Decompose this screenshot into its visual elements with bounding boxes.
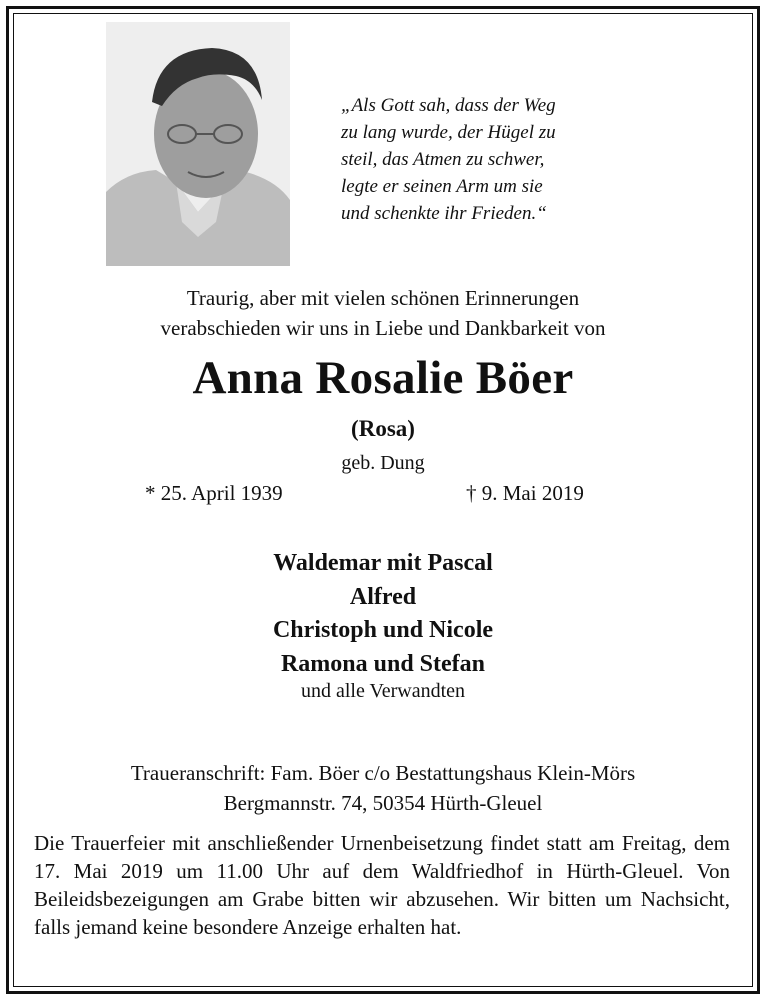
deceased-nickname: (Rosa) xyxy=(351,416,415,441)
portrait-image xyxy=(106,22,290,266)
mourning-address xyxy=(0,758,766,818)
intro-text xyxy=(0,283,766,343)
birth-date: * 25. April 1939 xyxy=(145,481,283,505)
intro-line-1: Traurig, aber mit vielen schönen Erinnerungen xyxy=(186,286,580,310)
deceased-name: Anna Rosalie Böer xyxy=(192,352,574,404)
address-line-1: Traueranschrift: Fam. Böer c/o Bestattungshaus Klein-Mörs xyxy=(130,761,636,785)
service-notice: Die Trauerfeier mit anschließender Urnenbeisetzung findet statt am Freitag, dem 17. Mai 2019 um 11.00 Uhr auf dem Waldfriedhof in Hürth-Gleuel. Von Beileidsbezeigungen am Grabe bitten wir abzusehen. Wir bitten um Nachsicht, falls jemand keine besondere Anzeige erhalten hat. xyxy=(34,831,730,939)
death-date: † 9. Mai 2019 xyxy=(466,481,584,505)
family-member: Christoph und Nicole xyxy=(272,617,494,643)
family-member: Ramona und Stefan xyxy=(280,650,486,677)
address-line-2: Bergmannstr. 74, 50354 Hürth-Gleuel xyxy=(223,791,543,815)
family-list xyxy=(0,547,766,681)
born-name: geb. Dung xyxy=(341,452,425,474)
family-member: Alfred xyxy=(349,583,417,610)
intro-line-2: verabschieden wir uns in Liebe und Dankbarkeit von xyxy=(160,316,606,340)
portrait-photo xyxy=(106,22,290,266)
family-member: Waldemar mit Pascal xyxy=(273,550,493,576)
relatives-text: und alle Verwandten xyxy=(300,680,466,702)
quote-text: „Als Gott sah, dass der Weg zu lang wurde, der Hügel zu steil, das Atmen zu schwer, legte er seinen Arm um sie und schenkte ihr Frieden.“ xyxy=(341,95,556,224)
